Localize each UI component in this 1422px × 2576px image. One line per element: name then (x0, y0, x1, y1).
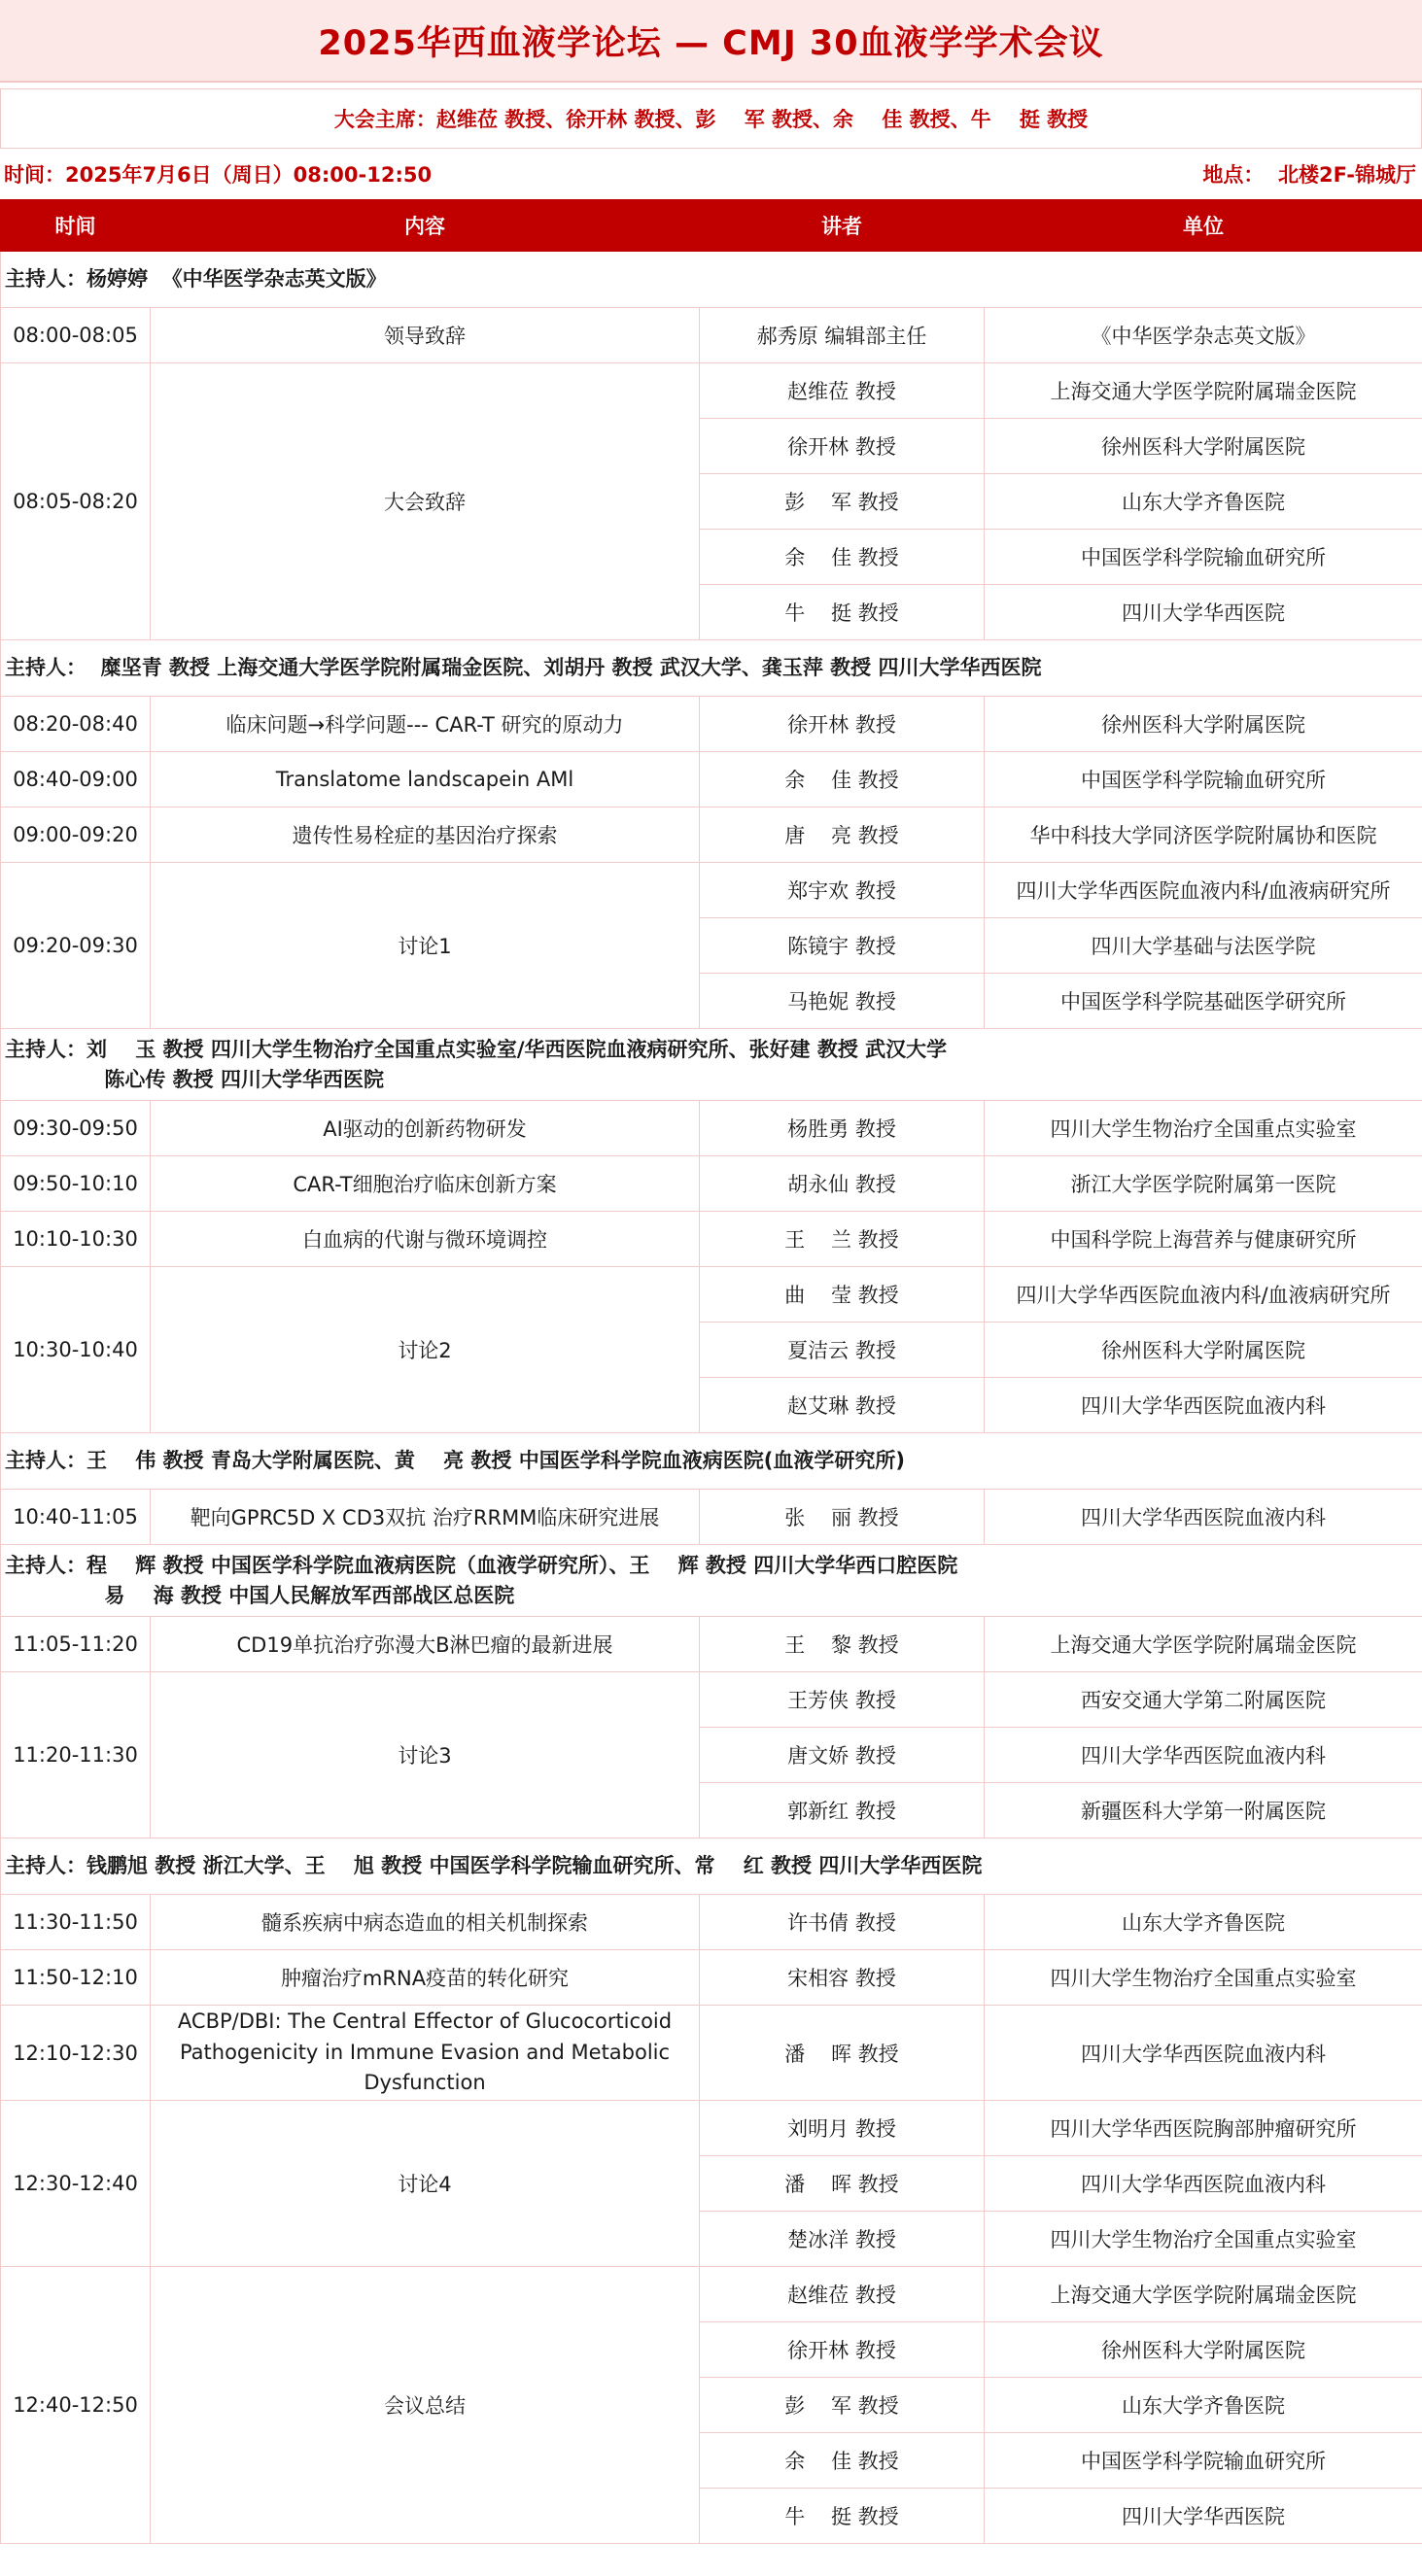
host-line: 陈心传 教授 四川大学华西医院 (5, 1067, 384, 1091)
host-line: 易 海 教授 中国人民解放军西部战区总医院 (5, 1583, 515, 1607)
table-row (1, 863, 1422, 918)
speaker-unit: 四川大学生物治疗全国重点实验室 (985, 1101, 1422, 1156)
speaker-unit: 徐州医科大学附属医院 (985, 697, 1422, 752)
session-host-row (1, 1838, 1422, 1895)
time-text: 时间：2025年7月6日（周日）08:00-12:50 (4, 163, 433, 187)
speaker-unit: 徐州医科大学附属医院 (985, 2322, 1422, 2378)
speaker-unit: 四川大学华西医院血液内科 (985, 1490, 1422, 1545)
speaker-unit: 华中科技大学同济医学院附属协和医院 (985, 807, 1422, 863)
speaker-name: 楚冰洋 教授 (700, 2212, 985, 2267)
talk-content: 大会致辞 (151, 363, 700, 640)
speaker-unit: 四川大学生物治疗全国重点实验室 (985, 2212, 1422, 2267)
talk-time: 12:40-12:50 (1, 2267, 151, 2544)
column-header: 内容 (151, 200, 700, 252)
talk-time: 12:10-12:30 (1, 2006, 151, 2101)
talk-content: ACBP/DBI: The Central Effector of Glucocorticoid Pathogenicity in Immune Evasion and Metabolic Dysfunction (151, 2006, 700, 2101)
session-host (1, 1433, 1422, 1490)
speaker-name: 胡永仙 教授 (700, 1156, 985, 1212)
talk-content: 领导致辞 (151, 308, 700, 363)
talk-content: 临床问题→科学问题--- CAR-T 研究的原动力 (151, 697, 700, 752)
session-host-row (1, 252, 1422, 308)
speaker-unit: 中国医学科学院输血研究所 (985, 752, 1422, 807)
talk-time: 09:30-09:50 (1, 1101, 151, 1156)
speaker-name: 彭 军 教授 (700, 474, 985, 530)
page-title: 2025华西血液学论坛 — CMJ 30血液学学术会议 (318, 23, 1104, 63)
talk-content: 会议总结 (151, 2267, 700, 2544)
speaker-unit: 四川大学华西医院血液内科 (985, 1728, 1422, 1783)
speaker-unit: 四川大学华西医院 (985, 585, 1422, 640)
talk-time: 11:30-11:50 (1, 1895, 151, 1950)
column-header: 讲者 (700, 200, 985, 252)
host-line: 主持人：杨婷婷 《中华医学杂志英文版》 (5, 267, 387, 292)
table-row (1, 1672, 1422, 1728)
talk-content: AI驱动的创新药物研发 (151, 1101, 700, 1156)
speaker-name: 曲 莹 教授 (700, 1267, 985, 1322)
table-row (1, 363, 1422, 419)
schedule-table (0, 199, 1422, 2544)
speaker-name: 王 兰 教授 (700, 1212, 985, 1267)
talk-content: Translatome landscapein AMl (151, 752, 700, 807)
speaker-name: 徐开林 教授 (700, 697, 985, 752)
speaker-unit: 中国科学院上海营养与健康研究所 (985, 1212, 1422, 1267)
talk-content: 讨论1 (151, 863, 700, 1029)
table-row (1, 1212, 1422, 1267)
host-line: 主持人：王 伟 教授 青岛大学附属医院、黄 亮 教授 中国医学科学院血液病医院(血液学研究所) (5, 1449, 905, 1473)
speaker-name: 余 佳 教授 (700, 752, 985, 807)
speaker-name: 许书倩 教授 (700, 1895, 985, 1950)
speaker-name: 郝秀原 编辑部主任 (700, 308, 985, 363)
session-host (1, 1029, 1422, 1101)
talk-content: 髓系疾病中病态造血的相关机制探索 (151, 1895, 700, 1950)
session-host (1, 1838, 1422, 1895)
chairs-text: 大会主席：赵维莅 教授、徐开林 教授、彭 军 教授、余 佳 教授、牛 挺 教授 (333, 108, 1089, 131)
talk-time: 11:50-12:10 (1, 1950, 151, 2006)
speaker-unit: 四川大学华西医院胸部肿瘤研究所 (985, 2101, 1422, 2156)
speaker-name: 赵维莅 教授 (700, 2267, 985, 2322)
location-text: 地点： 北楼2F-锦城厅 (1202, 163, 1416, 187)
column-header: 单位 (985, 200, 1422, 252)
talk-content: 讨论4 (151, 2101, 700, 2267)
column-header: 时间 (1, 200, 151, 252)
session-host (1, 252, 1422, 308)
speaker-unit: 山东大学齐鲁医院 (985, 2378, 1422, 2433)
table-row (1, 2101, 1422, 2156)
talk-time: 08:05-08:20 (1, 363, 151, 640)
talk-content: 靶向GPRC5D X CD3双抗 治疗RRMM临床研究进展 (151, 1490, 700, 1545)
speaker-unit: 徐州医科大学附属医院 (985, 419, 1422, 474)
table-row (1, 308, 1422, 363)
talk-content: 讨论2 (151, 1267, 700, 1433)
speaker-name: 余 佳 教授 (700, 2433, 985, 2489)
speaker-unit: 中国医学科学院输血研究所 (985, 530, 1422, 585)
speaker-name: 余 佳 教授 (700, 530, 985, 585)
speaker-name: 赵艾琳 教授 (700, 1378, 985, 1433)
speaker-name: 徐开林 教授 (700, 2322, 985, 2378)
speaker-name: 张 丽 教授 (700, 1490, 985, 1545)
talk-time: 11:05-11:20 (1, 1617, 151, 1672)
speaker-unit: 四川大学华西医院血液内科 (985, 2006, 1422, 2101)
speaker-unit: 四川大学基础与法医学院 (985, 918, 1422, 974)
speaker-unit: 新疆医科大学第一附属医院 (985, 1783, 1422, 1838)
speaker-unit: 山东大学齐鲁医院 (985, 474, 1422, 530)
speaker-unit: 中国医学科学院输血研究所 (985, 2433, 1422, 2489)
talk-content: 讨论3 (151, 1672, 700, 1838)
speaker-unit: 《中华医学杂志英文版》 (985, 308, 1422, 363)
session-host-row (1, 640, 1422, 697)
session-host (1, 640, 1422, 697)
talk-time: 09:20-09:30 (1, 863, 151, 1029)
talk-time: 09:00-09:20 (1, 807, 151, 863)
conference-chairs (0, 88, 1422, 149)
speaker-name: 潘 晖 教授 (700, 2006, 985, 2101)
talk-time: 12:30-12:40 (1, 2101, 151, 2267)
speaker-unit: 四川大学华西医院血液内科 (985, 2156, 1422, 2212)
session-host (1, 1545, 1422, 1617)
speaker-name: 马艳妮 教授 (700, 974, 985, 1029)
talk-content: CAR-T细胞治疗临床创新方案 (151, 1156, 700, 1212)
talk-content: 白血病的代谢与微环境调控 (151, 1212, 700, 1267)
speaker-unit: 四川大学华西医院 (985, 2489, 1422, 2544)
session-host-row (1, 1029, 1422, 1101)
talk-time: 08:40-09:00 (1, 752, 151, 807)
table-row (1, 1950, 1422, 2006)
table-row (1, 1895, 1422, 1950)
speaker-name: 郑宇欢 教授 (700, 863, 985, 918)
speaker-name: 唐文娇 教授 (700, 1728, 985, 1783)
speaker-name: 陈镜宇 教授 (700, 918, 985, 974)
speaker-name: 夏洁云 教授 (700, 1322, 985, 1378)
table-row (1, 1101, 1422, 1156)
host-line: 主持人：程 辉 教授 中国医学科学院血液病医院（血液学研究所）、王 辉 教授 四川大学华西口腔医院 (5, 1554, 958, 1578)
talk-time: 10:10-10:30 (1, 1212, 151, 1267)
table-row (1, 697, 1422, 752)
schedule-body (1, 252, 1422, 2544)
speaker-unit: 上海交通大学医学院附属瑞金医院 (985, 1617, 1422, 1672)
speaker-name: 杨胜勇 教授 (700, 1101, 985, 1156)
table-row (1, 2267, 1422, 2322)
host-line: 主持人：钱鹏旭 教授 浙江大学、王 旭 教授 中国医学科学院输血研究所、常 红 教授 四川大学华西医院 (5, 1854, 983, 1878)
table-row (1, 752, 1422, 807)
session-host-row (1, 1545, 1422, 1617)
table-row (1, 1156, 1422, 1212)
table-row (1, 2006, 1422, 2101)
speaker-name: 牛 挺 教授 (700, 585, 985, 640)
speaker-name: 郭新红 教授 (700, 1783, 985, 1838)
speaker-name: 牛 挺 教授 (700, 2489, 985, 2544)
speaker-name: 徐开林 教授 (700, 419, 985, 474)
session-host-row (1, 1433, 1422, 1490)
talk-time: 10:40-11:05 (1, 1490, 151, 1545)
talk-time: 10:30-10:40 (1, 1267, 151, 1433)
title-bar (0, 0, 1422, 83)
speaker-unit: 四川大学生物治疗全国重点实验室 (985, 1950, 1422, 2006)
speaker-unit: 山东大学齐鲁医院 (985, 1895, 1422, 1950)
speaker-unit: 上海交通大学医学院附属瑞金医院 (985, 2267, 1422, 2322)
speaker-unit: 上海交通大学医学院附属瑞金医院 (985, 363, 1422, 419)
table-row (1, 807, 1422, 863)
speaker-unit: 四川大学华西医院血液内科 (985, 1378, 1422, 1433)
speaker-unit: 四川大学华西医院血液内科/血液病研究所 (985, 863, 1422, 918)
table-row (1, 1267, 1422, 1322)
speaker-name: 赵维莅 教授 (700, 363, 985, 419)
table-row (1, 1617, 1422, 1672)
table-row (1, 1490, 1422, 1545)
speaker-name: 刘明月 教授 (700, 2101, 985, 2156)
talk-content: CD19单抗治疗弥漫大B淋巴瘤的最新进展 (151, 1617, 700, 1672)
talk-time: 09:50-10:10 (1, 1156, 151, 1212)
speaker-name: 唐 亮 教授 (700, 807, 985, 863)
host-line: 主持人： 糜坚青 教授 上海交通大学医学院附属瑞金医院、刘胡丹 教授 武汉大学、龚玉萍 教授 四川大学华西医院 (5, 656, 1042, 680)
talk-time: 08:00-08:05 (1, 308, 151, 363)
talk-content: 肿瘤治疗mRNA疫苗的转化研究 (151, 1950, 700, 2006)
speaker-unit: 四川大学华西医院血液内科/血液病研究所 (985, 1267, 1422, 1322)
speaker-name: 彭 军 教授 (700, 2378, 985, 2433)
talk-time: 11:20-11:30 (1, 1672, 151, 1838)
speaker-unit: 中国医学科学院基础医学研究所 (985, 974, 1422, 1029)
speaker-name: 王芳侠 教授 (700, 1672, 985, 1728)
speaker-name: 宋相容 教授 (700, 1950, 985, 2006)
host-line: 主持人：刘 玉 教授 四川大学生物治疗全国重点实验室/华西医院血液病研究所、张好建 教授 武汉大学 (5, 1038, 948, 1062)
speaker-name: 王 黎 教授 (700, 1617, 985, 1672)
table-header-row (1, 200, 1422, 252)
speaker-unit: 徐州医科大学附属医院 (985, 1322, 1422, 1378)
talk-time: 08:20-08:40 (1, 697, 151, 752)
talk-content: 遗传性易栓症的基因治疗探索 (151, 807, 700, 863)
speaker-unit: 浙江大学医学院附属第一医院 (985, 1156, 1422, 1212)
speaker-name: 潘 晖 教授 (700, 2156, 985, 2212)
meta-row (0, 149, 1422, 199)
speaker-unit: 西安交通大学第二附属医院 (985, 1672, 1422, 1728)
